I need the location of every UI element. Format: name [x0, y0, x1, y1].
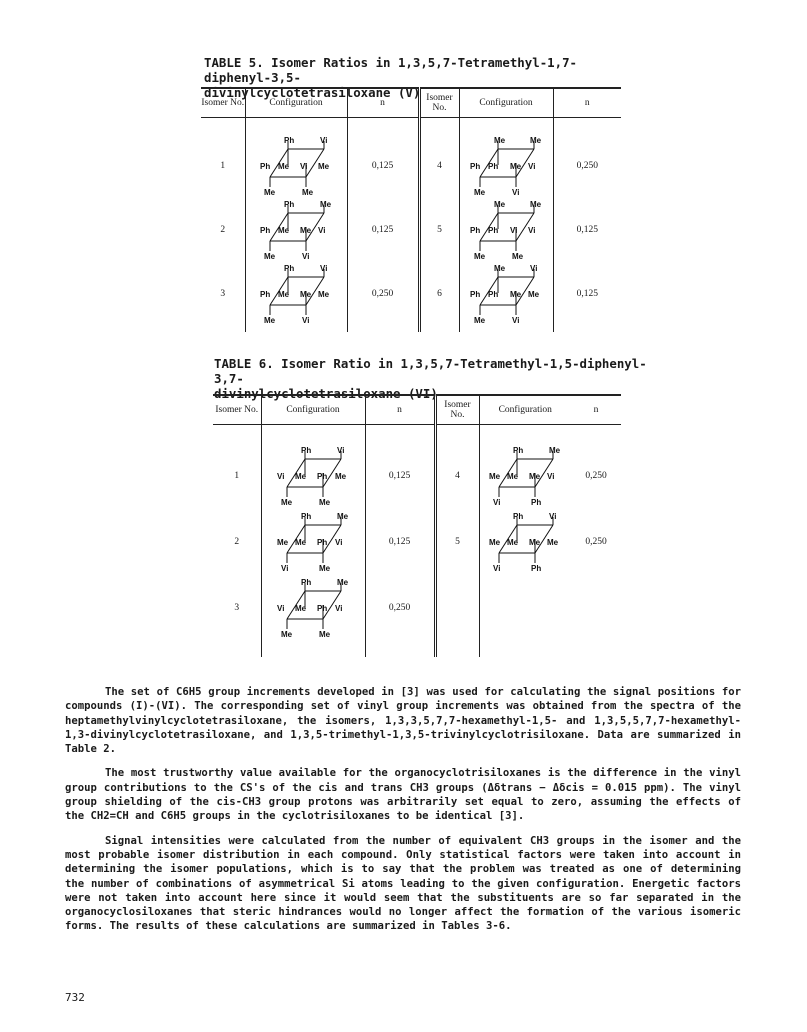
substituent-label: Me: [264, 187, 276, 197]
substituent-label: Vi: [302, 315, 310, 325]
substituent-label: Me: [528, 289, 540, 299]
isomer-header: Isomer No.: [213, 395, 261, 425]
substituent-label: Me: [510, 161, 522, 171]
substituent-label: Vi: [302, 251, 310, 261]
substituent-label: Me: [295, 537, 307, 547]
substituent-label: Ph: [513, 445, 524, 455]
substituent-label: Vi: [493, 563, 501, 573]
paragraph: Signal intensities were calculated from the number of equivalent CH3 groups in the isomer and the most probable isomer distribution in each compound. Only statistical factors were taken into account in determining the isomer populations, which is to say that the problem was treated as one of determining the number of combinations of asymmetrical Si atoms leading to the given configuration. Energetic factors were not taken into account here since it would seem that the substituents are so far separated in the organocyclosiloxanes that steric hindrances would no longer affect the formation of the various isomeric forms. The results of these calculations are summarized in Tables 3-6.: [65, 834, 741, 933]
n-header: n: [571, 395, 621, 425]
ratio-value: 0,125: [553, 262, 621, 326]
substituent-label: Ph: [488, 225, 499, 235]
table5-caption-line1: TABLE 5. Isomer Ratios in 1,3,5,7-Tetramethyl-1,7-diphenyl-3,5-: [204, 55, 577, 85]
substituent-label: Vi: [335, 603, 343, 613]
table-row: [213, 575, 621, 641]
substituent-label: Me: [318, 289, 330, 299]
configuration-cell: [479, 509, 571, 575]
table-row: [213, 443, 621, 509]
siloxane-ring-structure: [271, 577, 355, 639]
siloxane-ring-structure: [464, 135, 548, 197]
n-header: n: [553, 88, 621, 118]
substituent-label: Ph: [317, 471, 328, 481]
substituent-label: Vi: [493, 497, 501, 507]
substituent-label: Ph: [284, 199, 295, 209]
ratio-value: 0,125: [553, 198, 621, 262]
substituent-label: Vi: [320, 135, 328, 145]
substituent-label: Vi: [277, 603, 285, 613]
substituent-label: Vi: [318, 225, 326, 235]
substituent-label: Me: [529, 537, 541, 547]
table-row: [201, 198, 621, 262]
substituent-label: Me: [319, 497, 331, 507]
configuration-cell: [459, 134, 553, 198]
isomer-number: 4: [419, 134, 459, 198]
configuration-header: Configuration: [479, 395, 571, 425]
substituent-label: Vi: [512, 187, 520, 197]
substituent-label: Me: [319, 563, 331, 573]
configuration-cell: [261, 443, 365, 509]
substituent-label: Vi: [277, 471, 285, 481]
substituent-label: Ph: [317, 537, 328, 547]
substituent-label: Me: [474, 251, 486, 261]
configuration-cell: [261, 575, 365, 641]
substituent-label: Me: [318, 161, 330, 171]
configuration-header: Configuration: [459, 88, 553, 118]
isomer-number: 5: [419, 198, 459, 262]
substituent-label: Me: [530, 199, 542, 209]
siloxane-ring-structure: [254, 135, 338, 197]
substituent-label: Me: [281, 629, 293, 639]
substituent-label: Me: [489, 471, 501, 481]
substituent-label: Ph: [488, 161, 499, 171]
configuration-cell: [245, 134, 347, 198]
substituent-label: Me: [494, 199, 506, 209]
substituent-label: Ph: [301, 577, 312, 587]
n-header: n: [347, 88, 419, 118]
substituent-label: Vi: [512, 315, 520, 325]
siloxane-ring-structure: [254, 263, 338, 325]
substituent-label: Me: [474, 187, 486, 197]
isomer-number: 4: [435, 443, 479, 509]
isomer-header: Isomer No.: [435, 395, 479, 425]
substituent-label: Me: [510, 289, 522, 299]
n-header: n: [365, 395, 435, 425]
configuration-cell: [479, 443, 571, 509]
ratio-value: 0,125: [347, 134, 419, 198]
substituent-label: Ph: [301, 445, 312, 455]
configuration-cell: [479, 575, 571, 641]
isomer-number: 2: [234, 536, 240, 547]
substituent-label: Me: [278, 289, 290, 299]
isomer-header: Isomer No.: [419, 88, 459, 118]
configuration-cell: [261, 509, 365, 575]
table5: [201, 87, 621, 332]
configuration-cell: [459, 198, 553, 262]
substituent-label: Me: [529, 471, 541, 481]
substituent-label: Vi: [320, 263, 328, 273]
substituent-label: Ph: [317, 603, 328, 613]
substituent-label: Me: [549, 445, 561, 455]
substituent-label: Me: [277, 537, 289, 547]
page-number: 732: [65, 991, 85, 1004]
substituent-label: Vi: [337, 445, 345, 455]
table-row: [201, 134, 621, 198]
substituent-label: Me: [507, 471, 519, 481]
table6: [213, 394, 621, 657]
substituent-label: Me: [295, 603, 307, 613]
substituent-label: Vi: [335, 537, 343, 547]
ratio-value: 0,125: [365, 443, 435, 509]
ratio-value: 0,125: [347, 198, 419, 262]
substituent-label: Me: [320, 199, 332, 209]
table6-caption-line2: divinylcyclotetrasiloxane (VI): [214, 386, 438, 401]
substituent-label: Me: [319, 629, 331, 639]
substituent-label: Ph: [488, 289, 499, 299]
substituent-label: Vi: [528, 225, 536, 235]
substituent-label: Ph: [284, 263, 295, 273]
substituent-label: Me: [300, 225, 312, 235]
ratio-value: 0,250: [365, 575, 435, 641]
substituent-label: Me: [295, 471, 307, 481]
ratio-value: [571, 575, 621, 641]
substituent-label: Me: [547, 537, 559, 547]
substituent-label: Me: [335, 471, 347, 481]
substituent-label: Me: [474, 315, 486, 325]
substituent-label: Ph: [513, 511, 524, 521]
ratio-value: 0,250: [553, 134, 621, 198]
siloxane-ring-structure: [464, 199, 548, 261]
table5-caption-line2: divinylcyclotetrasiloxane (V): [204, 85, 421, 100]
configuration-header: Configuration: [245, 88, 347, 118]
substituent-label: Ph: [470, 161, 481, 171]
substituent-label: Me: [264, 315, 276, 325]
substituent-label: Me: [278, 225, 290, 235]
paragraph: The set of C6H5 group increments developed in [3] was used for calculating the signal positions for compounds (I)-(VI). The corresponding set of vinyl group increments was obtained from the spectra of the heptamethylvinylcyclotetrasiloxane, the isomers, 1,3,3,5,7,7-hexamethyl-1,5- and 1,3,5,5,7,7-hexamethyl-1,3-divinylcyclotetrasiloxane, and 1,3,5-trimethyl-1,3,5-trivinylcyclotrisiloxane. Data are summarized in Table 2.: [65, 686, 741, 756]
substituent-label: Me: [337, 577, 349, 587]
substituent-label: Vi: [528, 161, 536, 171]
substituent-label: Ph: [260, 289, 271, 299]
substituent-label: Me: [300, 289, 312, 299]
substituent-label: Me: [494, 263, 506, 273]
isomer-number: 1: [220, 160, 226, 171]
configuration-cell: [459, 262, 553, 326]
siloxane-ring-structure: [483, 445, 567, 507]
substituent-label: Ph: [470, 289, 481, 299]
siloxane-ring-structure: [271, 511, 355, 573]
substituent-label: Vi: [281, 563, 289, 573]
table6-caption-line1: TABLE 6. Isomer Ratio in 1,3,5,7-Tetramethyl-1,5-diphenyl-3,7-: [214, 356, 647, 386]
substituent-label: Me: [278, 161, 290, 171]
siloxane-ring-structure: [483, 511, 567, 573]
substituent-label: Ph: [260, 161, 271, 171]
substituent-label: Vi: [530, 263, 538, 273]
table-row: [201, 262, 621, 326]
substituent-label: Vi: [510, 225, 518, 235]
isomer-number: 5: [435, 509, 479, 575]
substituent-label: Ph: [284, 135, 295, 145]
isomer-number: 2: [220, 224, 226, 235]
substituent-label: Ph: [260, 225, 271, 235]
table-row: [213, 509, 621, 575]
ratio-value: 0,250: [585, 536, 607, 547]
substituent-label: Me: [489, 537, 501, 547]
isomer-number: 3: [234, 602, 240, 613]
paragraph: The most trustworthy value available for the organocyclotrisiloxanes is the difference in the vinyl group contributions to the CS's of the cis and trans CH3 groups (Δδtrans − Δδcis = 0.015 ppm). The vinyl group shielding of the cis-CH3 group protons was arbitrarily set equal to zero, assuming the effects of the CH2=CH and C6H5 groups in the cyclotrisiloxanes to be identical [3].: [65, 767, 741, 823]
body-text: [65, 685, 741, 934]
substituent-label: Me: [281, 497, 293, 507]
isomer-number: 6: [419, 262, 459, 326]
configuration-cell: [245, 198, 347, 262]
substituent-label: Me: [530, 135, 542, 145]
isomer-number: 3: [220, 288, 226, 299]
table5-header-row: [201, 88, 621, 118]
ratio-value: 0,250: [347, 262, 419, 326]
isomer-header: Isomer No.: [201, 88, 245, 118]
substituent-label: Vi: [300, 161, 308, 171]
table6-header-row: [213, 395, 621, 425]
substituent-label: Me: [494, 135, 506, 145]
siloxane-ring-structure: [464, 263, 548, 325]
substituent-label: Ph: [531, 497, 542, 507]
substituent-label: Me: [337, 511, 349, 521]
substituent-label: Vi: [549, 511, 557, 521]
substituent-label: Ph: [531, 563, 542, 573]
substituent-label: Ph: [301, 511, 312, 521]
substituent-label: Me: [507, 537, 519, 547]
substituent-label: Me: [302, 187, 314, 197]
ratio-value: 0,250: [585, 470, 607, 481]
substituent-label: Vi: [547, 471, 555, 481]
siloxane-ring-structure: [254, 199, 338, 261]
ratio-value: 0,125: [365, 509, 435, 575]
isomer-number: 1: [234, 470, 240, 481]
substituent-label: Ph: [470, 225, 481, 235]
configuration-header: Configuration: [261, 395, 365, 425]
siloxane-ring-structure: [271, 445, 355, 507]
configuration-cell: [245, 262, 347, 326]
substituent-label: Me: [264, 251, 276, 261]
isomer-number: [435, 575, 479, 641]
substituent-label: Me: [512, 251, 524, 261]
